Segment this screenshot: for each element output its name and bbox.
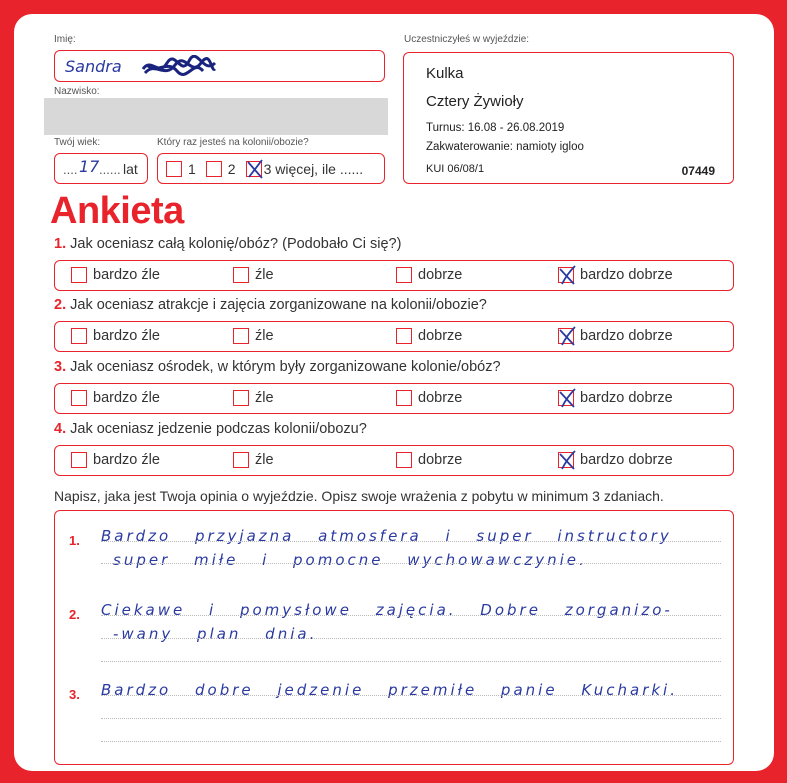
answer-1-line1: Bardzo przyjazna atmosfera i super instructory [101,527,672,545]
program-name: Cztery Żywioły [426,93,524,110]
rating-checkbox[interactable] [71,390,87,406]
option-label: dobrze [418,328,463,344]
turnus-code: KUI 06/08/1 [426,163,485,175]
question-1-text [54,236,401,252]
answer-2-line1: Ciekawe i pomysłowe zajęcia. Dobre zorganizo- [101,601,673,619]
name-field[interactable] [54,50,385,82]
rating-checkbox[interactable] [233,328,249,344]
option-label: źle [255,328,274,344]
option-label: źle [255,267,274,283]
option-label: bardzo dobrze [580,267,673,283]
question-2-options [54,321,734,352]
rating-checkbox[interactable] [558,328,574,344]
option-1[interactable] [71,267,160,283]
check-mark-icon [557,449,579,471]
option-3[interactable] [396,328,462,344]
answer-1-number: 1. [69,533,80,548]
option-1[interactable] [71,452,160,468]
times-checkbox-2[interactable] [206,161,222,177]
option-1[interactable] [71,328,160,344]
option-4[interactable] [558,390,673,406]
rating-checkbox[interactable] [396,267,412,283]
rating-checkbox[interactable] [71,267,87,283]
question-number: 2. [54,297,67,313]
opinion-prompt: Napisz, jaka jest Twoja opinia o wyjeździe. Opisz swoje wrażenia z pobytu w minimum 3 zdaniach. [54,488,664,504]
rating-checkbox[interactable] [558,452,574,468]
name-label: Imię: [54,34,76,45]
check-mark-icon [557,325,579,347]
accommodation: Zakwaterowanie: namioty igloo [426,141,584,153]
turnus-dates: Turnus: 16.08 - 26.08.2019 [426,122,565,134]
check-mark-icon [557,264,579,286]
answer-3-line1: Bardzo dobre jedzenie przemiłe panie Kucharki. [101,681,678,699]
rating-checkbox[interactable] [71,328,87,344]
option-3[interactable] [396,452,462,468]
rating-checkbox[interactable] [558,267,574,283]
option-label: bardzo dobrze [580,390,673,406]
rating-checkbox[interactable] [558,390,574,406]
option-label: bardzo dobrze [580,452,673,468]
ruled-line [101,718,721,719]
ruled-line [101,615,721,616]
option-label: bardzo źle [93,328,160,344]
option-label: bardzo źle [93,267,160,283]
participant-label: Uczestniczyłeś w wyjeździe: [404,34,530,45]
option-label: bardzo dobrze [580,328,673,344]
times-opt3-label: 3 więcej, ile ...... [263,160,364,177]
answer-2-line2: -wany plan dnia. [113,625,318,643]
name-scribble-redaction [141,55,217,79]
rating-checkbox[interactable] [71,452,87,468]
times-field [157,153,385,184]
surname-label: Nazwisko: [54,86,100,97]
rating-checkbox[interactable] [396,328,412,344]
check-mark-icon [557,387,579,409]
option-3[interactable] [396,267,462,283]
option-3[interactable] [396,390,462,406]
age-dots-left: .... [63,162,78,177]
age-dots-right: ...... [99,162,121,177]
question-number: 1. [54,236,67,252]
ruled-line [101,541,721,542]
question-number: 3. [54,359,67,375]
times-checkbox-1[interactable] [166,161,182,177]
times-checkbox-3[interactable] [246,161,262,177]
age-suffix: lat [123,161,138,177]
age-value: 17 [79,157,100,176]
camp-name: Kulka [426,65,464,82]
question-number: 4. [54,421,67,437]
option-1[interactable] [71,390,160,406]
question-1-options [54,260,734,291]
option-label: dobrze [418,452,463,468]
rating-checkbox[interactable] [396,390,412,406]
check-mark-icon [245,158,265,180]
option-label: bardzo źle [93,452,160,468]
option-4[interactable] [558,267,673,283]
age-label: Twój wiek: [54,137,101,148]
question-text: Jak oceniasz atrakcje i zajęcia zorganizowane na kolonii/obozie? [70,297,487,313]
survey-title: Ankieta [50,190,184,232]
age-field[interactable] [54,153,148,184]
option-label: bardzo źle [93,390,160,406]
option-4[interactable] [558,328,673,344]
option-2[interactable] [233,452,274,468]
rating-checkbox[interactable] [396,452,412,468]
question-4-text [54,421,367,437]
rating-checkbox[interactable] [233,267,249,283]
times-label: Który raz jesteś na kolonii/obozie? [157,137,309,148]
surname-redacted [44,98,388,135]
option-label: dobrze [418,390,463,406]
rating-checkbox[interactable] [233,390,249,406]
option-2[interactable] [233,267,274,283]
option-label: źle [255,390,274,406]
question-2-text [54,297,487,313]
question-3-text [54,359,501,375]
question-text: Jak oceniasz całą kolonię/obóz? (Podobało Ci się?) [70,236,402,252]
option-4[interactable] [558,452,673,468]
times-opt1-label: 1 [188,160,196,177]
rating-checkbox[interactable] [233,452,249,468]
ruled-line [101,661,721,662]
ruled-line [101,695,721,696]
times-opt2-label: 2 [227,160,236,177]
ruled-line [101,741,721,742]
question-text: Jak oceniasz ośrodek, w którym były zorganizowane kolonie/obóz? [70,359,501,375]
answer-2-number: 2. [69,607,80,622]
option-2[interactable] [233,390,274,406]
answer-1-line2: super miłe i pomocne wychowawczynie. [113,551,587,569]
participant-box [403,52,734,184]
question-text: Jak oceniasz jedzenie podczas kolonii/obozu? [70,421,367,437]
option-label: dobrze [418,267,463,283]
survey-sheet [14,14,774,771]
ruled-line [101,638,721,639]
ruled-line [101,563,721,564]
form-number: 07449 [681,164,715,178]
answer-3-number: 3. [69,687,80,702]
question-4-options [54,445,734,476]
name-value: Sandra [65,57,122,76]
option-label: źle [255,452,274,468]
opinion-box[interactable] [54,510,734,765]
option-2[interactable] [233,328,274,344]
question-3-options [54,383,734,414]
